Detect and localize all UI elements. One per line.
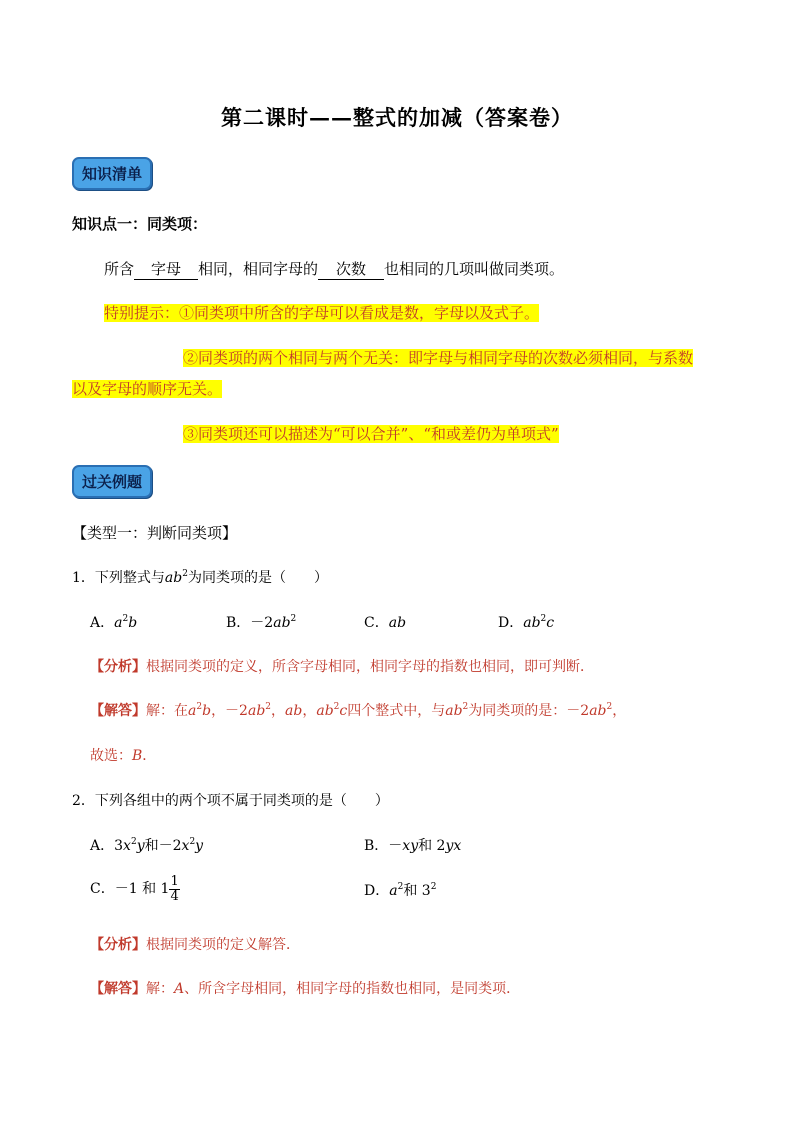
examples-badge: 过关例题 [72,465,152,498]
q1-choose [90,745,156,765]
q1-opt-b-base: ab [273,615,291,631]
q1-option-b [226,612,296,632]
type-1-heading: 【类型一：判断同类项】 [72,524,238,542]
q1-opt-a-base: a [114,615,123,631]
tip-2-text-1: ②同类项的两个相同与两个无关：即字母与相同字母的次数必须相同，与系数 [183,349,694,367]
q1-opt-c-label: C． [364,615,389,631]
q1-option-d [498,612,554,632]
q2-number: 2． [72,793,95,809]
q2-stem-text: 下列各组中的两个项不属于同类项的是（ ） [94,793,389,809]
tip-1-text: 特别提示：①同类项中所含的字母可以看成是数，字母以及式子。 [104,304,540,322]
q2-opt-d-and: 和 3 [403,883,431,899]
tip-2-line-1 [183,347,693,368]
q1-answer-exp-2: 2 [265,702,272,712]
section-badge-examples [72,465,152,498]
q1-answer-tag: 【解答】 [90,703,146,719]
q1-opt-d-base: ab [523,615,541,631]
q1-opt-b-exp: 2 [290,614,297,624]
q1-stem-expr: ab [164,570,183,586]
q1-stem-exp: 2 [182,569,188,579]
tip-2-line-2 [72,378,222,399]
q1-answer-exp-6: 2 [606,702,613,712]
q2-opt-c-denominator: 4 [170,888,179,904]
q1-answer-end: ， [612,703,627,719]
q2-answer-tag: 【解答】 [90,981,146,997]
q2-opt-a-and: 和－2 [144,838,182,854]
tip-3-text: ③同类项还可以描述为“可以合并”、“和或差仍为单项式” [183,425,559,443]
q2-analysis [90,934,300,954]
q2-opt-a-coef: 3 [114,838,124,854]
q1-answer-tail-1: b [202,703,212,719]
q1-answer-exp-1: 2 [196,702,203,712]
tip-3 [183,423,559,444]
q2-analysis-text: 根据同类项的定义解答． [146,937,300,953]
q2-answer-text: 、所含字母相同，相同字母的指数也相同，是同类项． [184,981,521,997]
q2-answer-option: A [174,981,185,997]
q1-opt-d-exp: 2 [540,614,547,624]
q1-answer-expr-2: ab [247,703,266,719]
q1-opt-c-expr: ab [388,615,407,631]
q1-opt-d-label: D． [498,615,524,631]
q2-analysis-tag: 【分析】 [90,937,146,953]
q2-opt-c-fraction [169,875,179,904]
q2-opt-b-var-1: xy [402,838,419,854]
definition-blank-2: 次数 [318,258,384,280]
q1-answer-pre: 解：在 [146,703,188,719]
q1-stem-post: 为同类项的是（ ） [187,570,328,586]
tip-2-text-2: 以及字母的顺序无关。 [72,380,223,398]
q2-opt-c-label: C． [90,881,115,897]
q2-opt-d-base: a [389,883,398,899]
q1-option-c [364,612,406,632]
q1-opt-a-label: A． [90,615,115,631]
page-title: 第二课时——整式的加减（答案卷） [221,105,573,130]
q1-analysis-text: 根据同类项的定义，所含字母相同，相同字母的指数也相同，即可判断． [146,659,594,675]
q2-opt-a-tail-1: y [136,838,145,854]
q2-opt-a-exp-2: 2 [189,837,196,847]
definition-blank-1: 字母 [134,258,198,280]
q2-answer-pre: 解： [146,981,174,997]
q2-opt-b-var-2: yx [445,838,462,854]
q1-answer-sep-2: ， [271,703,286,719]
q1-answer-expr-1: a [188,703,197,719]
q1-answer-sep-1: ，－2 [211,703,248,719]
q1-opt-a-tail: b [128,615,138,631]
question-1-stem [72,567,328,587]
q1-opt-b-coef: －2 [250,615,274,631]
q1-opt-b-label: B． [226,615,251,631]
q1-answer-expr-5: ab [445,703,463,719]
q1-answer-mid-2: 为同类项的是：－2 [468,703,590,719]
q1-choose-pre: 故选： [90,748,132,764]
q1-choose-end: ． [142,748,157,764]
q2-opt-b-and: 和 2 [418,838,446,854]
q2-option-c [90,874,180,904]
q1-answer-exp-5: 2 [462,702,469,712]
q2-opt-c-text: －1 和 1 [114,881,170,897]
q2-opt-c-numerator: 1 [170,873,179,889]
q2-opt-a-base-1: x [123,838,131,854]
q1-opt-d-tail: c [546,615,555,631]
q2-opt-a-tail-2: y [195,838,204,854]
q1-opt-a-exp: 2 [122,614,129,624]
q2-opt-d-label: D． [364,883,390,899]
question-2-stem [72,790,389,810]
definition-prefix: 所含 [104,260,135,278]
q1-answer [90,700,626,720]
q1-stem-pre: 下列整式与 [94,570,165,586]
q1-number: 1． [72,570,95,586]
q1-answer-mid: 四个整式中，与 [347,703,446,719]
tip-1 [104,302,539,323]
q1-answer-expr-4: ab [316,703,334,719]
q1-answer-exp-4: 2 [333,702,340,712]
definition-line [104,258,564,280]
q1-answer-expr-6: ab [589,703,607,719]
q2-option-a [90,835,203,855]
knowledge-list-badge: 知识清单 [72,157,152,190]
q2-option-b [364,835,461,855]
q1-answer-tail-4: c [339,703,348,719]
q1-choose-value: B [132,748,143,764]
q2-opt-a-base-2: x [181,838,190,854]
q2-option-d [364,880,436,900]
q2-opt-b-sign: － [388,838,403,854]
q1-analysis-tag: 【分析】 [90,659,146,675]
definition-suffix: 也相同的几项叫做同类项。 [384,260,565,278]
q1-answer-expr-3: ab [285,703,303,719]
q2-opt-d-exp-1: 2 [397,882,404,892]
definition-middle: 相同，相同字母的 [198,260,319,278]
section-badge-knowledge [72,157,152,190]
q2-opt-a-exp-1: 2 [130,837,137,847]
knowledge-point-heading: 知识点一：同类项： [72,215,208,233]
q2-opt-d-exp-2: 2 [430,882,437,892]
q2-opt-b-label: B． [364,838,389,854]
q2-opt-a-label: A． [90,838,115,854]
q1-analysis [90,656,594,676]
q1-answer-sep-3: ， [302,703,317,719]
q1-option-a [90,612,137,632]
q2-answer [90,978,520,998]
